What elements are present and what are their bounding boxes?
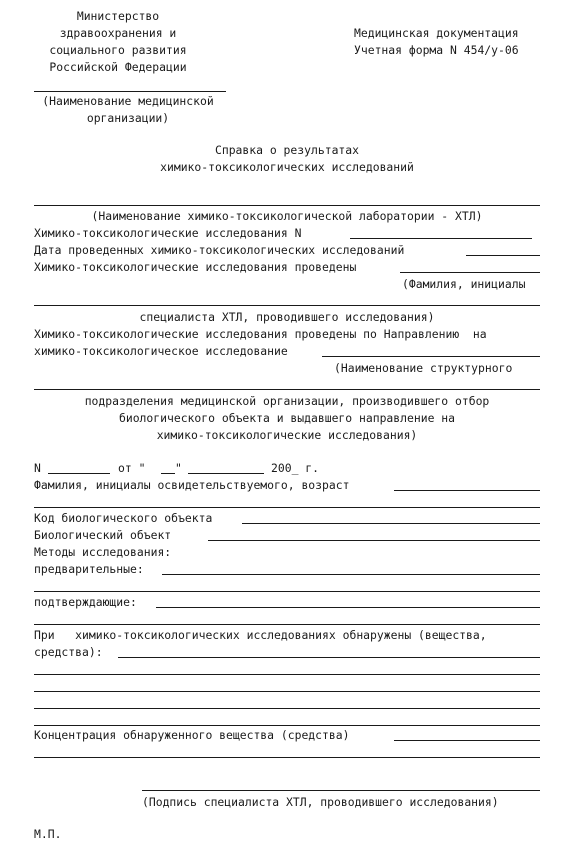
bio-code-field[interactable] — [242, 523, 540, 524]
referral-line-1: Химико-токсикологические исследования проведены по Направлению на — [34, 327, 487, 341]
study-number-field[interactable] — [350, 238, 532, 239]
bio-code-label: Код биологического объекта — [34, 511, 213, 525]
ref-n-label: N — [34, 461, 41, 475]
concentration-field[interactable] — [394, 740, 540, 741]
confirming-label: подтверждающие: — [34, 595, 137, 609]
specialist-caption-2: специалиста ХТЛ, проводившего исследования) — [139, 310, 435, 324]
bio-object-field[interactable] — [208, 540, 540, 541]
preliminary-label: предварительные: — [34, 562, 144, 576]
found-field-2[interactable] — [34, 674, 540, 675]
study-number-label: Химико-токсикологические исследования N — [34, 226, 302, 240]
study-date-field[interactable] — [466, 255, 540, 256]
specialist-line[interactable] — [34, 305, 540, 306]
found-field-3[interactable] — [34, 691, 540, 692]
referral-line-2: химико-токсикологическое исследование — [34, 344, 288, 358]
unit-line[interactable] — [34, 389, 540, 390]
specialist-caption-1: (Фамилия, инициалы — [402, 277, 526, 291]
found-field-5[interactable] — [34, 725, 540, 726]
referral-field[interactable] — [322, 356, 540, 357]
signature-caption: (Подпись специалиста ХТЛ, проводившего исследования) — [142, 795, 499, 809]
lab-caption: (Наименование химико-токсикологической лаборатории - ХТЛ) — [91, 209, 483, 223]
concentration-label: Концентрация обнаруженного вещества (средства) — [34, 728, 350, 742]
examinee-field-2[interactable] — [34, 507, 540, 508]
lab-name-line — [34, 205, 540, 206]
methods-label: Методы исследования: — [34, 545, 172, 559]
found-line-2: средства): — [34, 645, 103, 659]
ministry-line-3: социального развития — [49, 43, 187, 57]
unit-caption-4: химико-токсикологические исследования) — [156, 428, 418, 442]
ministry-line-2: здравоохранения и — [59, 26, 177, 40]
examinee-field[interactable] — [394, 490, 540, 491]
performed-by-field[interactable] — [400, 272, 540, 273]
form-number: Учетная форма N 454/у-06 — [354, 43, 519, 57]
bio-object-label: Биологический объект — [34, 528, 172, 542]
ref-day-field[interactable] — [161, 473, 175, 474]
unit-caption-3: биологического объекта и выдавшего направление на — [118, 411, 456, 425]
unit-caption-2: подразделения медицинской организации, производившего отбор — [84, 394, 490, 408]
unit-caption-1: (Наименование структурного — [334, 361, 513, 375]
performed-by-label: Химико-токсикологические исследования проведены — [34, 260, 357, 274]
ref-quote-close: " — [175, 461, 182, 475]
found-line-1: При химико-токсикологических исследованиях обнаружены (вещества, — [34, 628, 487, 642]
examinee-label: Фамилия, инициалы освидетельствуемого, возраст — [34, 478, 350, 492]
ministry-line-1: Министерство — [76, 9, 160, 23]
org-caption-1: (Наименование медицинской — [42, 94, 214, 108]
title-line-2: химико-токсикологических исследований — [160, 160, 414, 174]
preliminary-field[interactable] — [162, 574, 540, 575]
ref-month-field[interactable] — [188, 473, 264, 474]
ref-from-label: от " — [118, 461, 146, 475]
ref-number-field[interactable] — [48, 473, 110, 474]
stamp-label: М.П. — [34, 827, 62, 841]
doc-type: Медицинская документация — [354, 26, 519, 40]
confirming-field-2[interactable] — [34, 624, 540, 625]
found-field[interactable] — [118, 657, 540, 658]
concentration-field-2[interactable] — [34, 757, 540, 758]
title-line-1: Справка о результатах — [214, 143, 359, 157]
ref-year-label: 200_ г. — [271, 461, 320, 475]
study-date-label: Дата проведенных химико-токсикологических исследований — [34, 243, 405, 257]
org-caption-2: организации) — [86, 111, 170, 125]
found-field-4[interactable] — [34, 708, 540, 709]
preliminary-field-2[interactable] — [34, 591, 540, 592]
signature-line[interactable] — [142, 790, 540, 791]
org-name-line — [34, 91, 226, 92]
confirming-field[interactable] — [156, 607, 540, 608]
ministry-line-4: Российской Федерации — [49, 60, 187, 74]
